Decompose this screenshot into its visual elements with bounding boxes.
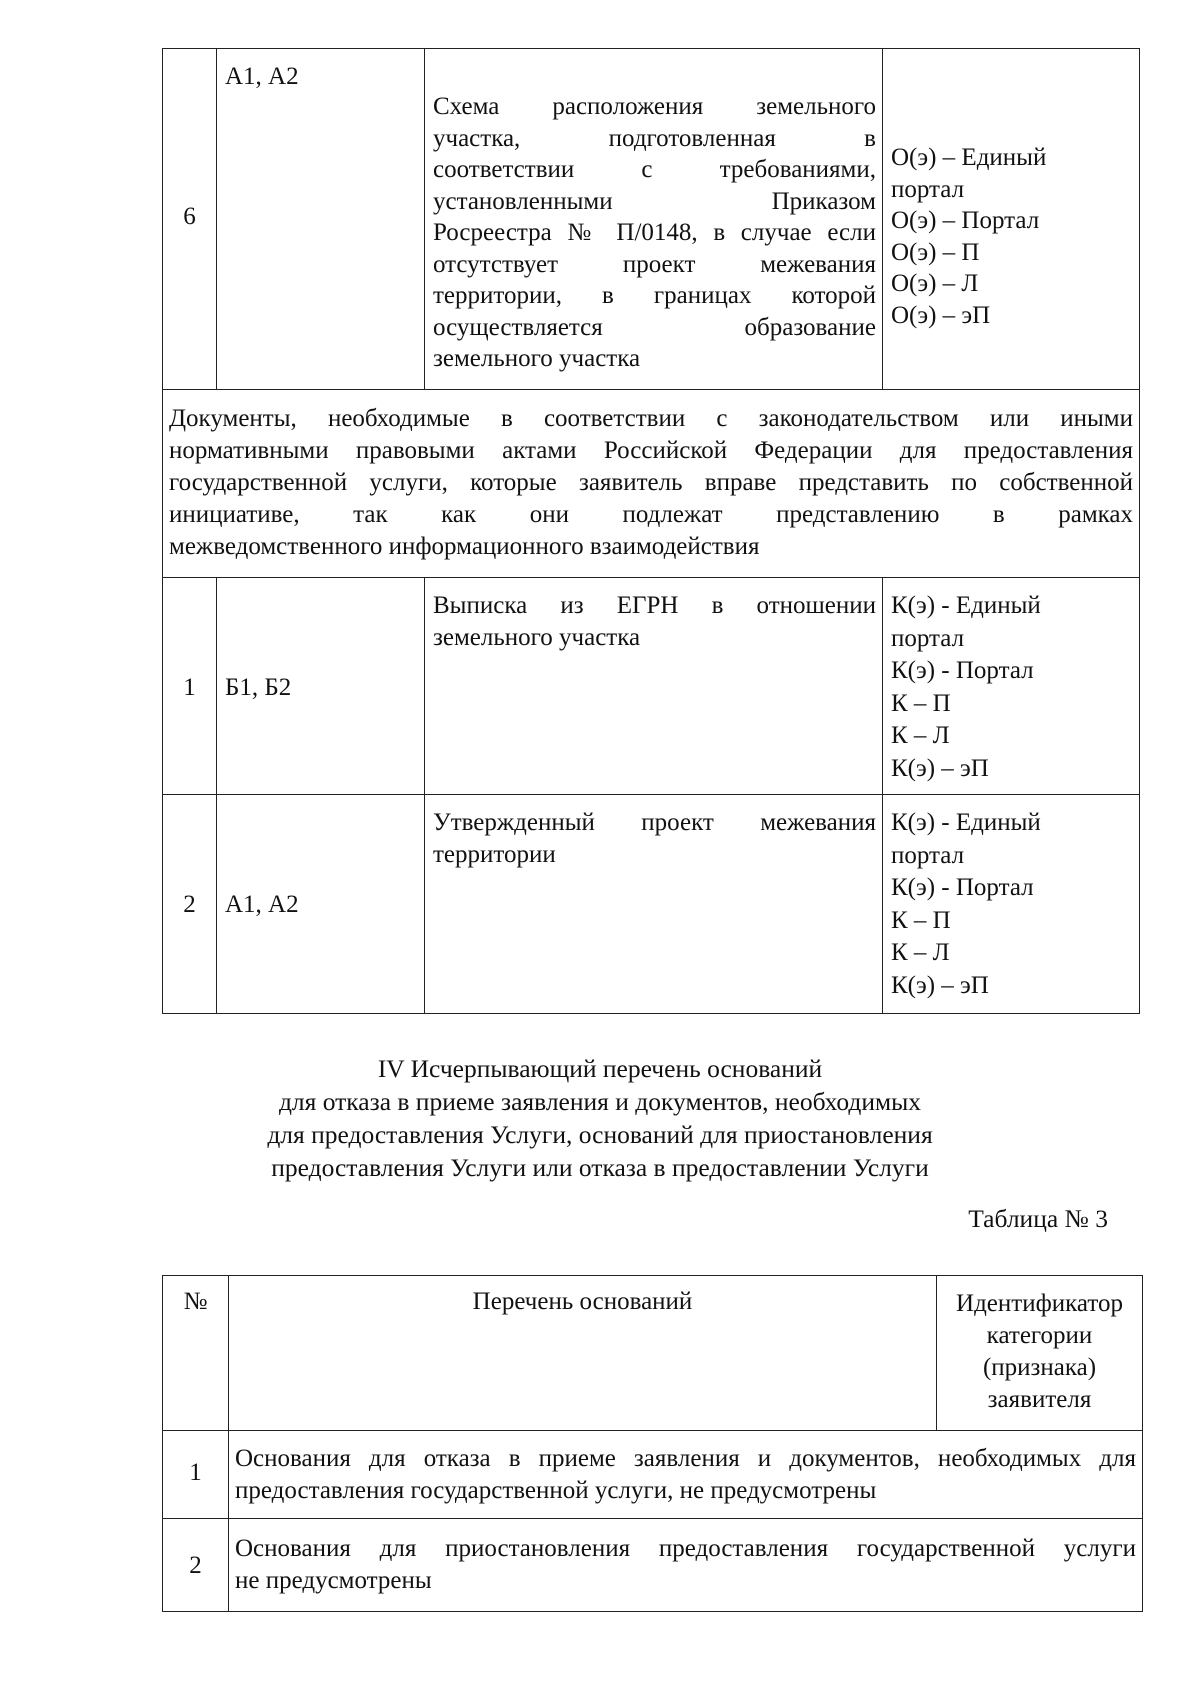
form-line: портал [891,175,965,203]
header-ident-line: (признака) [982,1354,1097,1381]
doc-line: отсутствует проект межевания [433,250,876,278]
section-line: государственной услуги, которые заявитель вправе представить по собственной [169,469,1133,496]
t3-row-1-text-cell [228,1430,1143,1519]
header-ident-line: категории [986,1322,1093,1349]
header-list-cell [228,1275,937,1431]
form-line: К(э) - Портал [891,657,1034,684]
document-description [433,807,876,870]
doc-line: соответствии с требованиями, [433,156,876,183]
doc-line: земельного участка [433,623,641,651]
doc-line: территории, в границах которой [433,282,876,309]
row-6-code-cell [216,48,425,390]
header-ident-cell [936,1275,1143,1431]
form-line: К(э) – эП [891,971,989,999]
doc-line: Утвержденный проект межевания [433,809,876,836]
table-number-label: Таблица № 3 [968,1204,1108,1233]
doc-line: участка, подготовленная в [433,124,876,152]
form-line: К(э) - Единый [891,809,1041,836]
doc-line: установленными Приказом [433,187,876,215]
row-number: 2 [183,891,196,918]
doc-line: Росреестра № П/0148, в случае если [433,219,876,246]
form-line: О(э) – Единый [891,144,1047,171]
form-line: портал [891,624,965,652]
row-2-forms-cell [882,794,1140,1014]
header-list: Перечень оснований [472,1288,693,1315]
row-2-code-cell [216,794,425,1014]
form-line: К – Л [891,939,950,966]
form-line: О(э) – Портал [891,207,1040,234]
form-line: О(э) – П [891,238,980,266]
submission-forms [891,590,1041,785]
form-line: К(э) – эП [891,754,989,782]
document-description [433,590,876,653]
grounds-line: не предусмотрены [235,1567,432,1594]
row-1-forms-cell [882,577,1140,795]
section-line: Документы, необходимые в соответствии с законодательством или иными [169,405,1133,432]
row-2-doc-cell [424,794,883,1014]
row-number: 1 [183,674,196,701]
submission-forms [891,142,1046,331]
row-6-num-cell [162,48,217,390]
grounds-line: предоставления государственной услуги, не предусмотрены [235,1477,877,1504]
doc-line: Выписка из ЕГРН в отношении [433,592,876,619]
t3-row-2-num-cell [162,1518,229,1612]
form-line: К – П [891,906,951,934]
document-description [433,91,876,375]
form-line: портал [891,841,965,869]
header-ident-line: заявителя [987,1386,1092,1413]
form-line: О(э) – Л [891,270,979,297]
section-text [169,403,1133,563]
applicant-code: А1, А2 [225,63,299,90]
section-header-cell [162,389,1140,578]
form-line: О(э) – эП [891,301,991,329]
row-6-forms-cell [882,48,1140,390]
grounds-text [235,1443,1136,1507]
row-number: 2 [189,1552,202,1579]
applicant-code: Б1, Б2 [225,674,292,701]
grounds-text [235,1533,1136,1597]
doc-line: осуществляется образование [433,313,876,341]
section-line: нормативными правовыми актами Российской Федерации для предоставления [169,437,1133,464]
heading-line: для отказа в приеме заявления и документов, необходимых [278,1087,922,1116]
doc-line: Схема расположения земельного [433,93,876,120]
doc-line: земельного участка [433,345,641,372]
form-line: К(э) - Единый [891,592,1041,619]
doc-line: территории [433,840,556,868]
grounds-line: Основания для отказа в приеме заявления и документов, необходимых для [235,1445,1136,1472]
heading-line: IV Исчерпывающий перечень оснований [377,1054,823,1083]
grounds-line: Основания для приостановления предоставления государственной услуги [235,1535,1136,1562]
form-line: К – Л [891,722,950,749]
row-1-num-cell [162,577,217,795]
row-number: 1 [189,1459,202,1486]
form-line: К(э) - Портал [891,874,1034,901]
submission-forms [891,807,1041,1002]
row-1-code-cell [216,577,425,795]
heading-line: предоставления Услуги или отказа в предоставлении Услуги [271,1153,929,1182]
header-num-cell [162,1275,229,1431]
section-line: межведомственного информационного взаимодействия [169,533,760,560]
header-num: № [183,1288,208,1315]
t3-row-2-text-cell [228,1518,1143,1612]
header-ident-line: Идентификатор [956,1290,1123,1317]
heading-line: для предоставления Услуги, оснований для приостановления [267,1120,933,1149]
form-line: К – П [891,689,951,717]
section-line: инициативе, так как они подлежат представлению в рамках [169,501,1133,528]
row-1-doc-cell [424,577,883,795]
row-6-doc-cell [424,48,883,390]
t3-row-1-num-cell [162,1430,229,1519]
header-ident [937,1288,1142,1416]
applicant-code: А1, А2 [225,891,299,918]
row-2-num-cell [162,794,217,1014]
row-number: 6 [183,203,196,230]
